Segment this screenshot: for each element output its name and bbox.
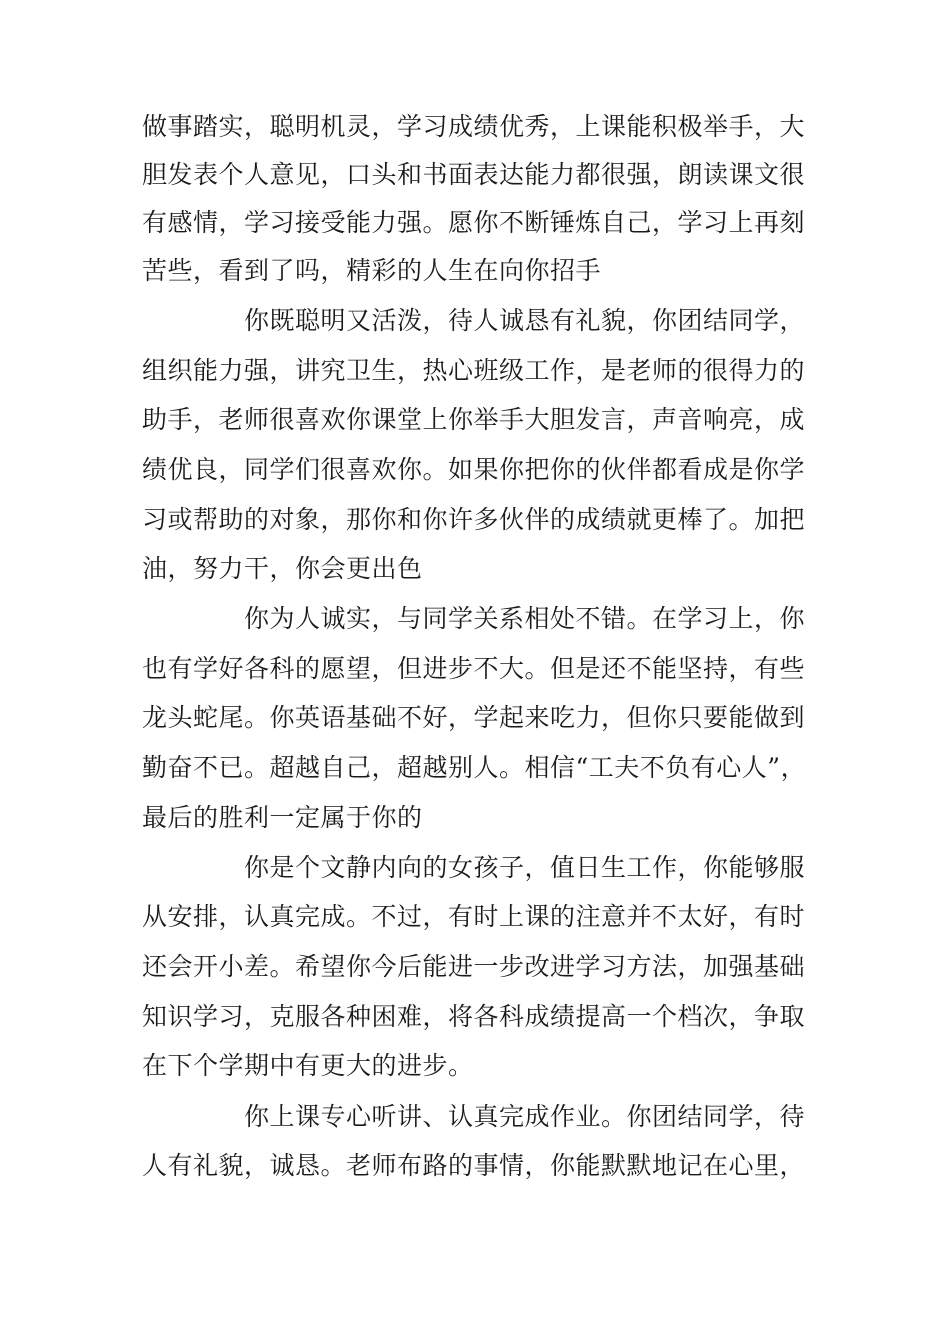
paragraph-2-line-4: 绩优良，同学们很喜欢你。如果你把你的伙伴都看成是你学 (142, 455, 806, 484)
paragraph-1-line-3: 有感情，学习接受能力强。愿你不断锤炼自己，学习上再刻 (142, 208, 806, 237)
paragraph-2-line-3: 助手，老师很喜欢你课堂上你举手大胆发言，声音响亮，成 (142, 405, 806, 434)
paragraph-4-line-5: 在下个学期中有更大的进步。 (142, 1051, 474, 1080)
paragraph-4-line-1: 你是个文静内向的女孩子，值日生工作，你能够服 (244, 853, 806, 882)
paragraph-3-line-1: 你为人诚实，与同学关系相处不错。在学习上，你 (244, 604, 806, 633)
paragraph-5-line-1: 你上课专心听讲、认真完成作业。你团结同学，待 (244, 1102, 806, 1131)
paragraph-1-line-1: 做事踏实，聪明机灵，学习成绩优秀，上课能积极举手，大 (142, 112, 806, 141)
paragraph-2-line-2: 组织能力强，讲究卫生，热心班级工作，是老师的很得力的 (142, 356, 806, 385)
paragraph-3-line-2: 也有学好各科的愿望，但进步不大。但是还不能坚持，有些 (142, 654, 806, 683)
paragraph-3-line-3: 龙头蛇尾。你英语基础不好，学起来吃力，但你只要能做到 (142, 703, 806, 732)
paragraph-5-line-2: 人有礼貌，诚恳。老师布路的事情，你能默默地记在心里， (142, 1151, 806, 1180)
paragraph-2-line-5: 习或帮助的对象，那你和你许多伙伴的成绩就更棒了。加把 (142, 505, 806, 534)
paragraph-3-line-4: 勤奋不已。超越自己，超越别人。相信“工夫不负有心人”， (142, 753, 807, 782)
paragraph-2-line-6: 油，努力干，你会更出色 (142, 554, 423, 583)
paragraph-1-line-2: 胆发表个人意见，口头和书面表达能力都很强，朗读课文很 (142, 160, 806, 189)
paragraph-3-line-5: 最后的胜利一定属于你的 (142, 803, 423, 832)
paragraph-4-line-3: 还会开小差。希望你今后能进一步改进学习方法，加强基础 (142, 952, 806, 981)
paragraph-4-line-4: 知识学习，克服各种困难，将各科成绩提高一个档次，争取 (142, 1002, 806, 1031)
paragraph-4-line-2: 从安排，认真完成。不过，有时上课的注意并不太好，有时 (142, 902, 806, 931)
paragraph-2-line-1: 你既聪明又活泼，待人诚恳有礼貌，你团结同学， (244, 306, 806, 335)
paragraph-1-line-4: 苦些，看到了吗，精彩的人生在向你招手 (142, 256, 602, 285)
